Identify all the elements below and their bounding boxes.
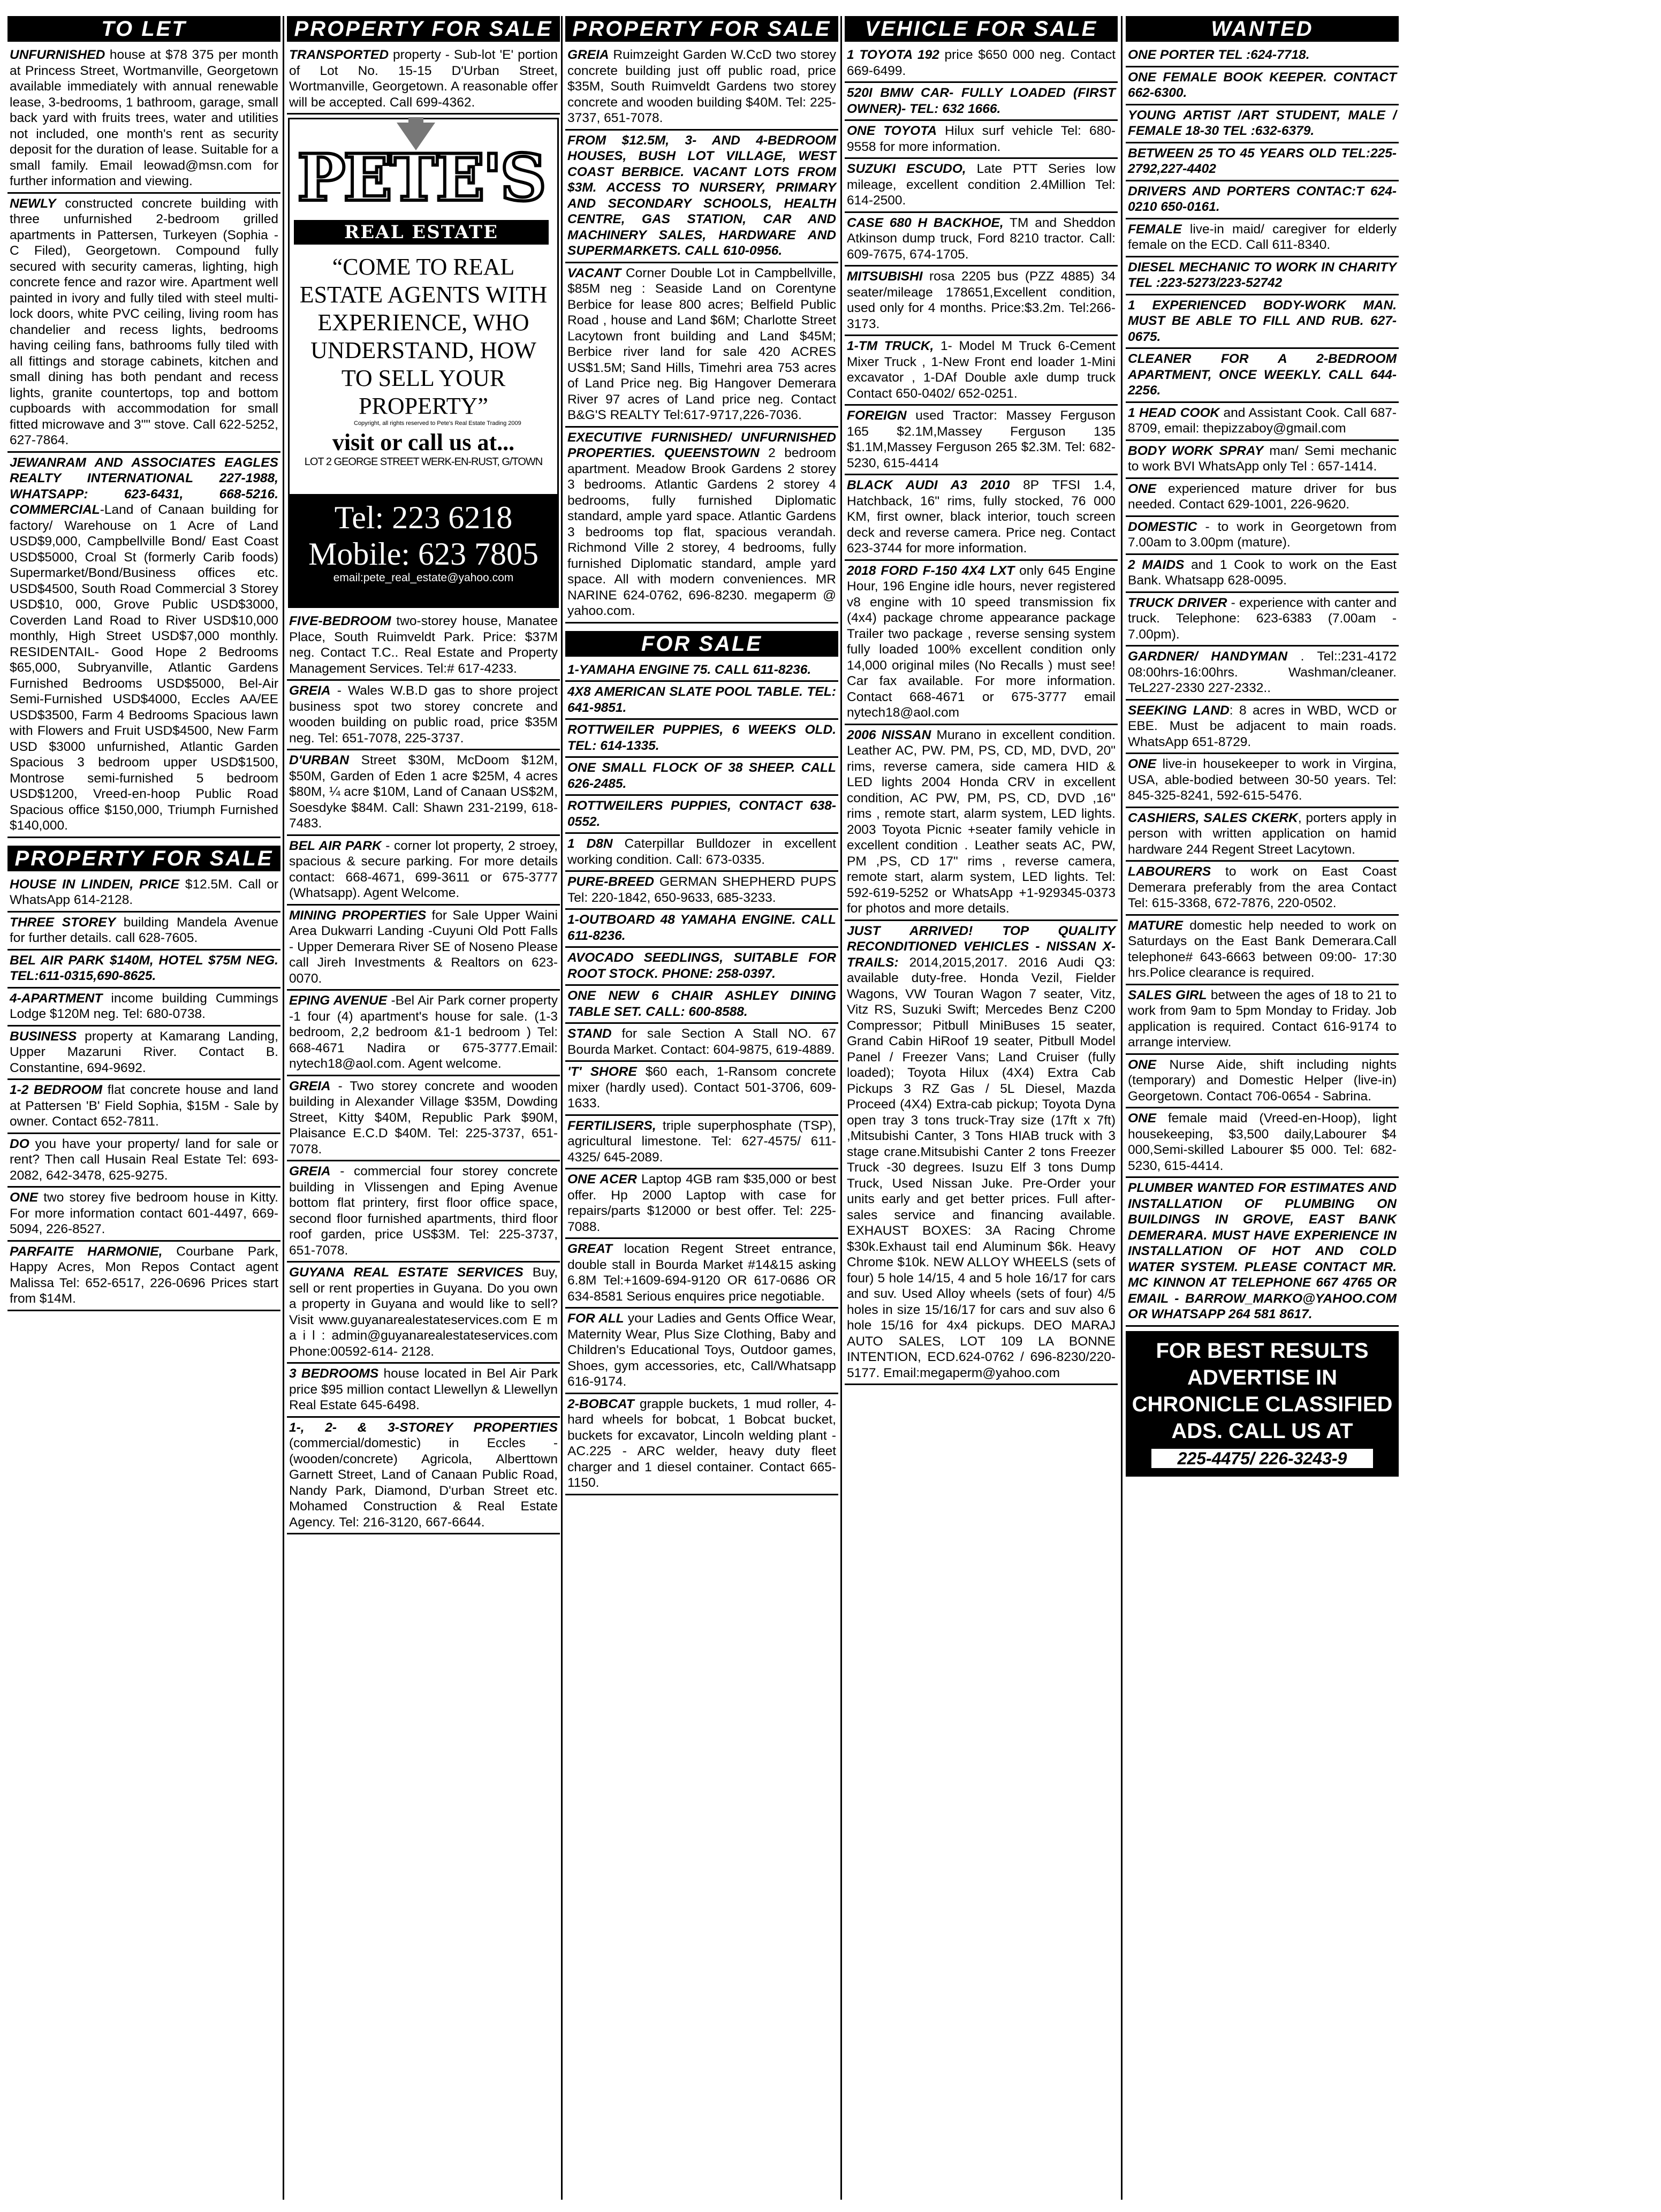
ad-lead: DIESEL MECHANIC TO WORK IN CHARITY TEL :223-5273/223-52742: [1128, 260, 1397, 290]
ad-lead: MITSUBISHI: [847, 269, 923, 284]
ad-lead: HOUSE IN LINDEN, PRICE: [10, 877, 179, 892]
ad-text: and 1 Cook to work on the East Bank. Whatsapp 628-0095.: [1128, 557, 1397, 588]
logo-contact-block: [290, 494, 557, 606]
column-wanted: [1126, 16, 1399, 2200]
ad-lead: FROM $12.5M, 3- AND 4-BEDROOM HOUSES, BUSH LOT VILLAGE, WEST COAST BERBICE. VACANT LOTS FROM $3M. ACCESS TO NURSERY, PRIMARY AND SECONDARY SCHOOLS, HEALTH CENTRE, GAS STATION, CAR AND MACHINERY SALES, HARDWARE AND SUPERMARKETS. CALL 610-0956.: [567, 133, 836, 258]
classified-ad: [1126, 555, 1399, 593]
ad-lead: FEMALE: [1128, 222, 1182, 237]
classified-ad: [1126, 593, 1399, 647]
ad-text: TM and Sheddon Atkinson dump truck, Ford 8210 tractor. Call: 609-7675, 674-1705.: [847, 215, 1116, 262]
section-header-property-for-sale: PROPERTY FOR SALE: [287, 16, 560, 42]
ad-lead: ONE NEW 6 CHAIR ASHLEY DINING TABLE SET. CALL: 600-8588.: [567, 989, 836, 1019]
ad-lead: CLEANER FOR A 2-BEDROOM APARTMENT, ONCE WEEKLY. CALL 644-2256.: [1128, 352, 1397, 398]
classified-ad: [845, 336, 1118, 406]
classified-ad: [845, 561, 1118, 725]
ad-lead: ONE: [1128, 1057, 1157, 1072]
ad-text: income building Cummings Lodge $120M neg. Tel: 680-0738.: [10, 991, 278, 1021]
ad-text: house located in Bel Air Park price $95 million contact Llewellyn & Llewellyn Real Estate 645-6498.: [289, 1366, 558, 1412]
ad-lead: BLACK AUDI A3 2010: [847, 478, 1010, 492]
ad-lead: 1-, 2- & 3-STOREY PROPERTIES: [289, 1420, 558, 1435]
classified-ad: [7, 45, 280, 194]
ad-lead: PARFAITE HARMONIE,: [10, 1244, 163, 1259]
ad-lead: ONE: [1128, 1111, 1157, 1126]
ad-text: property at Kamarang Landing, Upper Mazaruni River. Contact B. Constantine, 694-9692.: [10, 1029, 278, 1075]
ad-text: two-storey house, Manatee Place, South Ruimveldt Park. Price: $37M neg. Contact T.C.. Real Estate and Property Management Services. Tel:# 617-4233.: [289, 614, 558, 676]
classified-ad: [845, 45, 1118, 83]
ad-text: : 8 acres in WBD, WCD or EBE. Must be adjacent to main roads. WhatsApp 651-8729.: [1128, 703, 1397, 749]
ad-text: female maid (Vreed-en-Hoop), light housekeeping, $3,500 daily,Labourer $4 000,Semi-skilled Labourer $5 000. Tel: 682-5230, 615-4414.: [1128, 1111, 1397, 1173]
ad-lead: TRUCK DRIVER: [1128, 595, 1227, 610]
ad-lead: 1 EXPERIENCED BODY-WORK MAN. MUST BE ABLE TO FILL AND RUB. 627-0675.: [1128, 298, 1397, 344]
ads-list: [565, 45, 838, 624]
ad-text: domestic help needed to work on Saturdays on the East Bank Demerara.Call telephone# 643-6663 between 09:00- 17:30 hrs.Police clearance is required.: [1128, 918, 1397, 980]
ad-lead: 3 BEDROOMS: [289, 1366, 379, 1381]
ad-text: Murano in excellent condition. Leather AC, PW. PM, PS, CD, MD, DVD, 20" rims, reverse camera, side camera HID & LED lights 2004 Honda CRV in excellent condition, AC PW, PM, PS, CD, DVD ,16" rims , remote start, alarm system, LED lights. 2003 Toyota Picnic +seater family vehicle in excellent condition . Leather seats AC, PW, PM ,PS, CD 17" rims , reverse camera, remote start, alarm system, LED lights. Tel: 592-619-5252 or WhatsApp +1-929345-0373 for photos and more details.: [847, 727, 1116, 916]
ad-lead: GREIA: [567, 48, 609, 62]
classified-ad: [1126, 295, 1399, 349]
logo-copyright: Copyright, all rights reserved to Pete's Real Estate Trading 2009: [354, 420, 521, 427]
ad-lead: MINING PROPERTIES: [289, 908, 427, 923]
ad-lead: ONE PORTER TEL :624-7718.: [1128, 48, 1310, 62]
ad-lead: PURE-BREED: [567, 875, 654, 889]
classified-ad: [565, 1169, 838, 1239]
ad-text: Late PTT Series low mileage, excellent condition 2.4Million Tel: 614-2500.: [847, 162, 1116, 208]
ad-lead: CASHIERS, SALES CKERK: [1128, 810, 1298, 825]
classified-ad: [287, 1418, 560, 1535]
logo-header: [290, 119, 557, 248]
classified-ad: [1126, 754, 1399, 808]
ad-lead: 1 D8N: [567, 837, 613, 851]
ad-lead: TRANSPORTED: [289, 48, 389, 62]
classified-ad: [1126, 647, 1399, 701]
ad-lead: SEEKING LAND: [1128, 703, 1230, 718]
ad-text: 8P TFSI 1.4, Hatchback, 16" rims, fully stocked, 76 000 KM, first owner, black interior, touch screen deck and reverse camera. Price neg. Contact 623-3744 for more information.: [847, 478, 1116, 556]
ad-text: . Tel::231-4172 08:00hrs-16:00hrs. Washman/cleaner. TeL227-2330 227-2332..: [1128, 649, 1397, 695]
classified-ad: [7, 989, 280, 1027]
ad-text: house at $78 375 per month at Princess Street, Wortmanville, Georgetown available immediately with annual renewable lease, 3-bedrooms, 1 bathroom, garage, small back yard with fruits trees, water and utilities not included, one month's rent as security deposit for the duration of lease. Suitable for a small family. Email leowad@msn.com for further information and viewing.: [10, 48, 278, 188]
section-header-property-for-sale: PROPERTY FOR SALE: [565, 16, 838, 42]
classified-ad: [845, 406, 1118, 475]
ad-text: location Regent Street entrance, double stall in Bourda Market #14&15 asking 6.8M Tel:+1609-694-9120 OR 617-0686 OR 634-8581 Serious enquires price negotiable.: [567, 1242, 836, 1304]
column-vehicle-for-sale: [845, 16, 1118, 2200]
logo-mobile: Mobile: 623 7805: [308, 536, 539, 572]
ad-lead: 2006 NISSAN: [847, 727, 931, 742]
ad-text: - to work in Georgetown from 7.00am to 3.00pm (mature).: [1128, 519, 1397, 550]
ad-text: triple superphosphate (TSP), agricultural limestone. Tel: 627-4575/ 611-4325/ 645-2089.: [567, 1118, 836, 1165]
classified-ad: [1126, 403, 1399, 441]
ads-list: [287, 611, 560, 1534]
ad-text: building Mandela Avenue for further details. call 628-7605.: [10, 915, 278, 945]
ad-text: - Two storey concrete and wooden building in Alexander Village $35M, Dowding Street, Kitty $40M, Republic Park $90M, Plaisance E.C.D $40M. Tel: 225-3737, 651-7078.: [289, 1078, 558, 1157]
ad-text: price $650 000 neg. Contact 669-6499.: [847, 48, 1116, 78]
ads-list: [845, 45, 1118, 1385]
classified-ad: [287, 750, 560, 836]
ad-text: Caterpillar Bulldozer in excellent working condition. Call: 673-0335.: [567, 837, 837, 867]
ads-list: [287, 45, 560, 115]
ad-lead: GREIA: [289, 683, 331, 698]
classified-ad: [7, 913, 280, 951]
column-property-for-sale: [287, 16, 560, 2200]
classified-ad: [7, 453, 280, 838]
ad-lead: ONE SMALL FLOCK OF 38 SHEEP. CALL 626-2485.: [567, 761, 836, 791]
classified-ad: [7, 1134, 280, 1188]
classified-ad: [565, 872, 838, 910]
classified-ad: [1126, 1178, 1399, 1327]
ad-lead: ROTTWEILERS PUPPIES, CONTACT 638-0552.: [567, 799, 836, 829]
ad-lead: SUZUKI ESCUDO,: [847, 162, 966, 176]
ad-lead: 1-2 BEDROOM: [10, 1083, 103, 1097]
classified-ad: [845, 725, 1118, 921]
ad-lead: ROTTWEILER PUPPIES, 6 WEEKS OLD. TEL: 614-1335.: [567, 723, 836, 753]
classified-ad: [845, 475, 1118, 561]
logo-quote: “COME TO REAL ESTATE AGENTS WITH EXPERIENCE, WHO UNDERSTAND, HOW TO SELL YOUR PROPERTY”: [299, 254, 548, 419]
classified-ad: [565, 758, 838, 796]
ad-text: - commercial four storey concrete building in Vlissengen and Eping Avenue bottom flat printery, first floor office space, second floor furnished apartments, third floor roof garden, price US$3M. Tel: 225-3737, 651-7078.: [289, 1164, 558, 1258]
classified-ad: [565, 660, 838, 682]
ad-text: live-in housekeeper to work in Virgina, USA, able-bodied between 30-50 years. Tel: 845-325-8241, 592-615-5476.: [1128, 757, 1397, 803]
ad-lead: ONE FEMALE BOOK KEEPER. CONTACT 662-6300.: [1128, 70, 1397, 100]
classified-ad: [287, 906, 560, 991]
ad-lead: EPING AVENUE: [289, 993, 388, 1008]
ad-lead: BETWEEN 25 TO 45 YEARS OLD TEL:225-2792,227-4402: [1128, 146, 1397, 176]
ad-text: flat concrete house and land at Pattersen 'B' Field Sophia, $15M - Sale by owner. Contact 652-7811.: [10, 1083, 278, 1129]
section-header-wanted: WANTED: [1126, 16, 1399, 42]
ad-text: - corner lot property, 2 stroey, spacious & secure parking. For more details contact: 668-4671, 699-3611 or 675-3777 (Whatsapp). Agent Welcome.: [289, 838, 558, 900]
classified-ad: [565, 986, 838, 1024]
classified-ad: [565, 948, 838, 986]
classified-ad: [287, 991, 560, 1076]
classified-ad: [1126, 1055, 1399, 1109]
ad-text: 2 bedroom apartment. Meadow Brook Gardens 2 storey 3 bedrooms. Atlantic Gardens 2 storey 4 bedrooms, fully furnished Diplomatic standard, ample yard space. Atlantic Gardens 3 bedrooms top flat, spacious verandah. Richmond Ville 2 storey, 4 bedrooms, fully furnished Diplomatic standard, ample yard space. All with modern conveniences. MR NARINE 624-0762, 696-8230. megaperm @ yahoo.com.: [567, 446, 836, 618]
ad-text: Corner Double Lot in Campbellville, $85M neg : Seaside Land on Corentyne Berbice for lease 800 acres; Belfield Public Road , house and Land $6M; Charlotte Street Lacytown front building and Land $45M; Berbice river land for sale 420 ACRES US$1.5M; Sand Hills, Timehri area 753 acres of Land Price neg. Big Hangover Demerara River 97 acres of Land price neg. Contact B&G'S REALTY Tel:617-9717,226-7036.: [567, 265, 836, 422]
ad-text: for sale Section A Stall NO. 67 Bourda Market. Contact: 604-9875, 619-4889.: [567, 1027, 836, 1057]
classified-ad: [565, 720, 838, 758]
classified-ad: [1126, 517, 1399, 555]
logo-name: PETE'S: [297, 140, 544, 216]
classified-ad: [7, 1242, 280, 1311]
classified-ad: [7, 875, 280, 913]
classified-ad: [565, 1024, 838, 1062]
ad-lead: BEL AIR PARK: [289, 838, 382, 853]
ad-lead: FOR ALL: [567, 1311, 624, 1326]
classified-ad: [1126, 257, 1399, 295]
ad-text: between the ages of 18 to 21 to work from 9am to 5pm Monday to Friday. Job application is required. Contact 616-9174 to arrange interview.: [1128, 987, 1397, 1050]
logo-visit: visit or call us at...: [332, 429, 515, 455]
classified-ad: [1126, 1108, 1399, 1178]
ad-text: , porters apply in person with written application on hamid hardware 244 Regent Street Lacytown.: [1128, 810, 1397, 857]
classified-ad: [845, 213, 1118, 267]
ad-lead: SALES GIRL: [1128, 987, 1207, 1002]
section-header-property-for-sale: PROPERTY FOR SALE: [7, 846, 280, 871]
classified-ad: [565, 428, 838, 624]
ad-lead: NEWLY: [10, 196, 56, 211]
classified-ad: [287, 611, 560, 681]
ad-lead: THREE STOREY: [10, 915, 116, 930]
ad-lead: EXECUTIVE FURNISHED/ UNFURNISHED PROPERTIES. QUEENSTOWN: [567, 430, 836, 460]
classified-ad: [7, 1027, 280, 1081]
ad-lead: AVOCADO SEEDLINGS, SUITABLE FOR ROOT STOCK. PHONE: 258-0397.: [567, 951, 836, 981]
ad-lead: ONE: [1128, 481, 1157, 496]
ad-text: - experience with canter and truck. Telephone: 623-6383 (7.00am - 7.00pm).: [1128, 595, 1397, 642]
ad-text: $60 each, 1-Ransom concrete mixer (hardly used). Contact 501-3706, 609-1633.: [567, 1065, 836, 1111]
ad-lead: MATURE: [1128, 918, 1183, 933]
classified-ad: [565, 682, 838, 720]
classified-ad: [845, 921, 1118, 1386]
ad-lead: BODY WORK SPRAY: [1128, 443, 1264, 458]
classified-ad: [7, 194, 280, 453]
ad-text: two storey five bedroom house in Kitty. For more information contact 601-4497, 669-5094, 226-8527.: [10, 1190, 278, 1236]
ad-text: $12.5M. Call or WhatsApp 614-2128.: [10, 877, 278, 907]
classified-ad: [565, 796, 838, 834]
classified-ad: [565, 263, 838, 428]
ad-text: your Ladies and Gents Office Wear, Maternity Wear, Plus Size Clothing, Baby and Children's Educational Toys, Outdoor games, Shoes, gym accessories, etc, Call/Whatsapp 616-9174.: [567, 1311, 836, 1389]
classified-ad: [565, 1394, 838, 1495]
ad-lead: BUSINESS: [10, 1029, 77, 1044]
ad-text: 1- Model M Truck 6-Cement Mixer Truck , 1-New Front end loader 1-Mini excavator , 1-DAf Double axle dump truck Contact 650-0402/ 652-0251.: [847, 339, 1116, 401]
ad-lead: JUST ARRIVED! TOP QUALITY RECONDITIONED VEHICLES - NISSAN X-TRAILS:: [847, 923, 1116, 970]
ad-lead: GREIA: [289, 1078, 331, 1093]
ad-lead: 2 MAIDS: [1128, 557, 1185, 572]
classified-ad: [1126, 45, 1399, 67]
ad-lead: FIVE-BEDROOM: [289, 614, 391, 628]
classified-ad: [287, 45, 560, 115]
petes-real-estate-ad: [288, 118, 559, 608]
classified-ad: [1126, 181, 1399, 219]
classified-ad: [1126, 479, 1399, 517]
ad-lead: FOREIGN: [847, 408, 907, 423]
ad-lead: DO: [10, 1136, 29, 1151]
ad-text: Ruimzeight Garden W.CcD two storey concrete building just off public road, price $35M, South Ruimveldt Gardens two storey concrete and wooden building $40M. Tel: 225-3737, 651-7078.: [567, 48, 836, 125]
promo-box: [1126, 1331, 1399, 1477]
ad-lead: 1-YAMAHA ENGINE 75. CALL 611-8236.: [567, 662, 811, 677]
ad-lead: VACANT: [567, 265, 621, 280]
ad-lead: 2018 FORD F-150 4X4 LXT: [847, 563, 1015, 578]
ad-text: Nurse Aide, shift including nights (temporary) and Domestic Helper (live-in) Georgetown. Contact 706-0654 - Sabrina.: [1128, 1057, 1397, 1104]
classified-ad: [565, 910, 838, 948]
ad-lead: 4-APARTMENT: [10, 991, 103, 1006]
section-header-vehicle-for-sale: VEHICLE FOR SALE: [845, 16, 1118, 42]
classified-ad: [287, 1076, 560, 1162]
classified-ad: [1126, 67, 1399, 105]
classified-ad: [1126, 105, 1399, 143]
ad-lead: ONE ACER: [567, 1172, 637, 1187]
classified-ad: [287, 1263, 560, 1364]
ad-lead: YOUNG ARTIST /ART STUDENT, MALE / FEMALE 18-30 TEL :632-6379.: [1128, 108, 1397, 138]
logo-subtitle: REAL ESTATE: [294, 220, 549, 245]
ad-text: Laptop 4GB ram $35,000 or best offer. Hp 2000 Laptop with case for repairs/parts $12000 or best offer. Tel: 225-7088.: [567, 1172, 836, 1234]
column-divider: [1121, 16, 1122, 2200]
ad-text: only 645 Engine Hour, 196 Engine idle hours, never registered v8 engine with 10 speed transmission fix (4x4) package chrome appearance package Trailer two package , reverse sensing system fully loaded 100% excellent condition only 14,000 original miles (No Recalls ) must see! Car fax available. For more information. Contact 668-4671 or 675-3777 email nytech18@aol.com: [847, 563, 1116, 720]
ad-text: Buy, sell or rent properties in Guyana. Do you own a property in Guyana and would like to sell? Visit www.guyanarealestateservices.com E m a i l : admin@guyanarealestateservices.com Phone:00592-614- 2128.: [289, 1265, 558, 1359]
ad-text: live-in maid/ caregiver for elderly female on the ECD. Call 611-8340.: [1128, 222, 1397, 252]
ad-lead: PLUMBER WANTED FOR ESTIMATES AND INSTALLATION OF PLUMBING ON BUILDINGS IN GROVE, EAST BANK DEMERARA. MUST HAVE EXPERIENCE IN INSTALLATION OF HOT AND COLD WATER SYSTEM. PLEASE CONTACT MR. MC KINNON AT TELEPHONE 667 4765 OR EMAIL - BARROW_MARKO@YAHOO.COM OR WHATSAPP 264 581 8617.: [1128, 1181, 1397, 1321]
classified-ad: [7, 951, 280, 989]
ad-lead: 520I BMW CAR- FULLY LOADED (FIRST OWNER)- TEL: 632 1666.: [847, 86, 1116, 116]
ad-text: for Sale Upper Waini Area Dukwarri Landing -Cuyuni Old Pott Falls - Upper Demerara River SE of Noseno Please call Jireh Investments & Realtors on 623-0070.: [289, 908, 558, 986]
classified-ad: [565, 834, 838, 872]
ad-text: and Assistant Cook. Call 687-8709, email: thepizzaboy@gmail.com: [1128, 405, 1397, 436]
ad-text: - Wales W.B.D gas to shore project business spot two storey concrete and wooden building on public road, price $35M neg. Tel: 651-7078, 225-3737.: [289, 683, 558, 746]
classified-ad: [1126, 701, 1399, 755]
ad-lead: DRIVERS AND PORTERS CONTAC:T 624-0210 650-0161.: [1128, 184, 1397, 214]
ads-list: [565, 660, 838, 1495]
ad-text: grapple buckets, 1 mud roller, 4-hard wheels for bobcat, 1 Bobcat bucket, buckets for excavator, Lincoln welding plant - AC.225 - ARC welder, heavy duty fleet charger and 1 diesel container. Contact 665-1150.: [567, 1396, 836, 1490]
ad-lead: JEWANRAM AND ASSOCIATES EAGLES REALTY INTERNATIONAL 227-1988, WHATSAPP: 623-6431, 668-5216. COMMERCIAL: [10, 455, 278, 517]
classified-ad: [565, 1309, 838, 1394]
ad-text: -Land of Canaan building for factory/ Warehouse on 1 Acre of Land USD$9,000, Campbellville Bond/ East Coast USD$5000, Croal St (formerly Carib foods) Supermarket/Bond/Business offices etc. USD$4500, South Road Commercial 3 Storey USD$10, 000, Grove Public USD$3000, Coverden Land Road to River USD$10,000 monthly, High Street USD$7,000 monthly. RESIDENTAIL- Good Hope 2 Bedrooms $65,000, Subryanville, Atlantic Gardens Furnished Bedrooms USD$5000, Bel-Air Semi-Furnished USD$4000, Eccles AA/EE USD$3500, Farm 4 Bedrooms Spacious lawn with Flowers and Fruit USD$4500, New Farm USD $3000 unfurnished, Atlantic Garden Spacious 3 bedroom upper USD$1500, Montrose semi-furnished 5 bedroom USD$1200, Vreed-en-hoop Public Road Spacious office $150,000, Triumph Furnished $140,000.: [10, 503, 278, 833]
ads-list: [7, 875, 280, 1311]
ad-lead: CASE 680 H BACKHOE,: [847, 215, 1004, 230]
column-property-for-sale-2: [565, 16, 838, 2200]
ad-text: GERMAN SHEPHERD PUPS Tel: 220-1842, 650-9633, 685-3233.: [567, 875, 836, 905]
ad-lead: 1 HEAD COOK: [1128, 405, 1220, 420]
classified-ad: [565, 1116, 838, 1170]
ad-lead: UNFURNISHED: [10, 48, 105, 62]
ad-text: property - Sub-lot 'E' portion of Lot No. 15-15 D'Urban Street, Wortmanville, Georgetown. A reasonable offer will be accepted. Call 699-4362.: [289, 48, 558, 110]
ad-text: (commercial/domestic) in Eccles - (wooden/concrete) Agricola, Alberttown Garnett Street, Land of Canaan Public Road, Nandy Park, Diamond, D'urban Street etc. Mohamed Construction & Real Estate Agency. Tel: 216-3120, 667-6644.: [289, 1436, 558, 1530]
ad-lead: LABOURERS: [1128, 864, 1211, 879]
ad-lead: ONE: [1128, 757, 1157, 771]
classified-ad: [287, 1161, 560, 1263]
ad-lead: 1-TM TRUCK,: [847, 339, 934, 353]
column-to-let: [7, 16, 280, 2200]
column-divider: [561, 16, 563, 2200]
ad-lead: STAND: [567, 1027, 612, 1041]
classified-ad: [1126, 862, 1399, 916]
classified-ad: [1126, 143, 1399, 181]
ad-text: -Bel Air Park corner property -1 four (4) apartment's house for sale. (1-3 bedroom, 2,2 bedroom &1-1 bedroom ) Tel: 668-4671 Nadira or 675-3777.Email: nytech18@aol.com. Agent welcome.: [289, 993, 558, 1071]
ad-text: rosa 2205 bus (PZZ 4885) 34 seater/mileage 178651,Excellent condition, used only for 4 months. Price:$3.2m. Tel:266-3173.: [847, 269, 1116, 331]
ad-lead: 4X8 AMERICAN SLATE POOL TABLE. TEL: 641-9851.: [567, 685, 836, 715]
classified-ad: [565, 45, 838, 131]
ad-text: you have your property/ land for sale or rent? Then call Husain Real Estate Tel: 693-2082, 642-3478, 625-9275.: [10, 1136, 278, 1183]
promo-text: FOR BEST RESULTS ADVERTISE IN CHRONICLE CLASSIFIED ADS. CALL US AT: [1132, 1339, 1393, 1443]
ad-text: constructed concrete building with three unfurnished 2-bedroom grilled apartments in Pattersen, Turkeyen (Sophia - C Filed), Georgetown. Compound fully secured with security cameras, lighting, high concrete fence and razor wire. Apartment well painted in ivory and fully tiled with steel multi-lock doors, white PVC ceiling, living room has chandelier and recess lights, bedrooms having ceiling fans, bathrooms fully tiled with all fittings and storage cabinets, kitchen and small dining has both pendant and recess lights, granite countertops, top and bottom cupboards with accommodation for small fitted microwave and 3"" stove. Call 622-5252, 627-7864.: [10, 196, 278, 447]
classified-ad: [1126, 808, 1399, 862]
logo-email: email:pete_real_estate@yahoo.com: [333, 572, 514, 584]
classified-ad: [565, 131, 838, 263]
ad-text: Street $30M, McDoom $12M, $50M, Garden of Eden 1 acre $25M, 4 acres $80M, ¼ acre $10M, Land of Canaan US$2M, Soesdyke $84M. Call: Shawn 231-2199, 618-7483.: [289, 753, 558, 831]
classified-ad: [1126, 916, 1399, 985]
ad-text: Hilux surf vehicle Tel: 680-9558 for more information.: [847, 124, 1116, 154]
classified-ad: [845, 267, 1118, 336]
classified-ad: [845, 83, 1118, 121]
ad-lead: GREIA: [289, 1164, 331, 1179]
ads-list: [1126, 45, 1399, 1327]
ad-lead: GUYANA REAL ESTATE SERVICES: [289, 1265, 524, 1280]
ad-lead: BEL AIR PARK $140M, HOTEL $75M NEG. TEL:611-0315,690-8625.: [10, 953, 278, 983]
ad-lead: 2-BOBCAT: [567, 1396, 634, 1411]
ad-lead: D'URBAN: [289, 753, 349, 767]
classified-ad: [565, 1239, 838, 1309]
classified-ad: [7, 1188, 280, 1242]
classified-ad: [845, 159, 1118, 213]
classified-ad: [287, 681, 560, 750]
ad-lead: 1-OUTBOARD 48 YAMAHA ENGINE. CALL 611-8236.: [567, 913, 836, 943]
classified-ad: [287, 1364, 560, 1418]
ad-lead: 1 TOYOTA 192: [847, 48, 939, 62]
ad-lead: 'T' SHORE: [567, 1065, 637, 1079]
classified-ad: [7, 1080, 280, 1134]
column-divider: [840, 16, 842, 2200]
ad-text: Courbane Park, Happy Acres, Mon Repos Contact agent Malissa Tel: 652-6517, 226-0696 Prices start from $14M.: [10, 1244, 278, 1306]
column-divider: [283, 16, 284, 2200]
ad-lead: DOMESTIC: [1128, 519, 1197, 534]
classified-ad: [1126, 219, 1399, 257]
classified-ad: [1126, 985, 1399, 1055]
ad-text: experienced mature driver for bus needed. Contact 629-1001, 226-9620.: [1128, 481, 1397, 512]
classified-ad: [287, 836, 560, 906]
ad-text: used Tractor: Massey Ferguson 165 $2.1M,Massey Ferguson 135 $1.1M,Massey Ferguson 265 $2.3M. Tel: 682-5230, 615-4414: [847, 408, 1116, 470]
section-header-to-let: TO LET: [7, 16, 280, 42]
classified-ad: [1126, 441, 1399, 479]
ad-text: to work on East Coast Demerara preferably from the area Contact Tel: 615-3368, 672-7876, 220-0502.: [1128, 864, 1397, 910]
classified-ad: [1126, 349, 1399, 403]
ad-text: 2014,2015,2017. 2016 Audi Q3: available duty-free. Honda Vezil, Fielder Wagons, VW Touran Wagon 7 seater, Vitz, Vitz RS, Suzuki Swift; Mercedes Benz C200 Compressor; Pitbull MiniBuses 15 seater, Grand Cabin HiRoof 19 seater, Pitbull Model Panel / Freezer Vans; Land Cruiser (fully loaded); Toyota Hilux (4X4) Extra Cab Pickups 3 RZ Gas / 5L Diesel, Mazda Proceed (4X4) Extra-cab pickup; Toyota Dyna open tray 3 tons truck-Tray size (17ft x 7ft) ,Mitsubishi Canter, 3 Tons HIAB truck with 3 stage crane.Mitsubishi Canter 2 tons Freezer Truck -30 degrees. Isuzu Elf 3 tons Dump Truck, Used Nissan Juke. Pre-Order your units early and get better prices. Full after-sales service and financing available. EXHAUST BOXES: 3A Racing Chrome $30k.Exhaust tail end Aluminum $6k. Heavy Chrome $10k. NEW ALLOY WHEELS (sets of four) 5 hole 14/15, 4 and 5 hole 16/17 for cars and suv. Used Alloy wheels (sets of four) 4/5 holes in size 15/16/17 for cars and suv also 6 hole 15/16 for 4x4 pickups. DEO MARAJ AUTO SALES, LOT 109 LA BONNE INTENTION, ECD.624-0762 / 696-8230/220-5177. Email:megaperm@yahoo.com: [847, 955, 1116, 1380]
ads-list: [7, 45, 280, 838]
section-header-for-sale: FOR SALE: [565, 631, 838, 657]
ad-lead: GREAT: [567, 1242, 612, 1256]
ad-lead: ONE TOYOTA: [847, 124, 937, 138]
ad-text: man/ Semi mechanic to work BVI WhatsApp only Tel : 657-1414.: [1128, 443, 1397, 474]
classified-ad: [565, 1062, 838, 1116]
promo-phone: 225-4475/ 226-3243-9: [1151, 1449, 1373, 1468]
ad-lead: GARDNER/ HANDYMAN: [1128, 649, 1288, 664]
ad-lead: FERTILISERS,: [567, 1118, 656, 1133]
logo-address: LOT 2 GEORGE STREET WERK-EN-RUST, G/TOWN: [304, 456, 543, 468]
ad-lead: ONE: [10, 1190, 39, 1205]
classified-ad: [845, 121, 1118, 159]
logo-telephone: Tel: 223 6218: [334, 500, 513, 535]
